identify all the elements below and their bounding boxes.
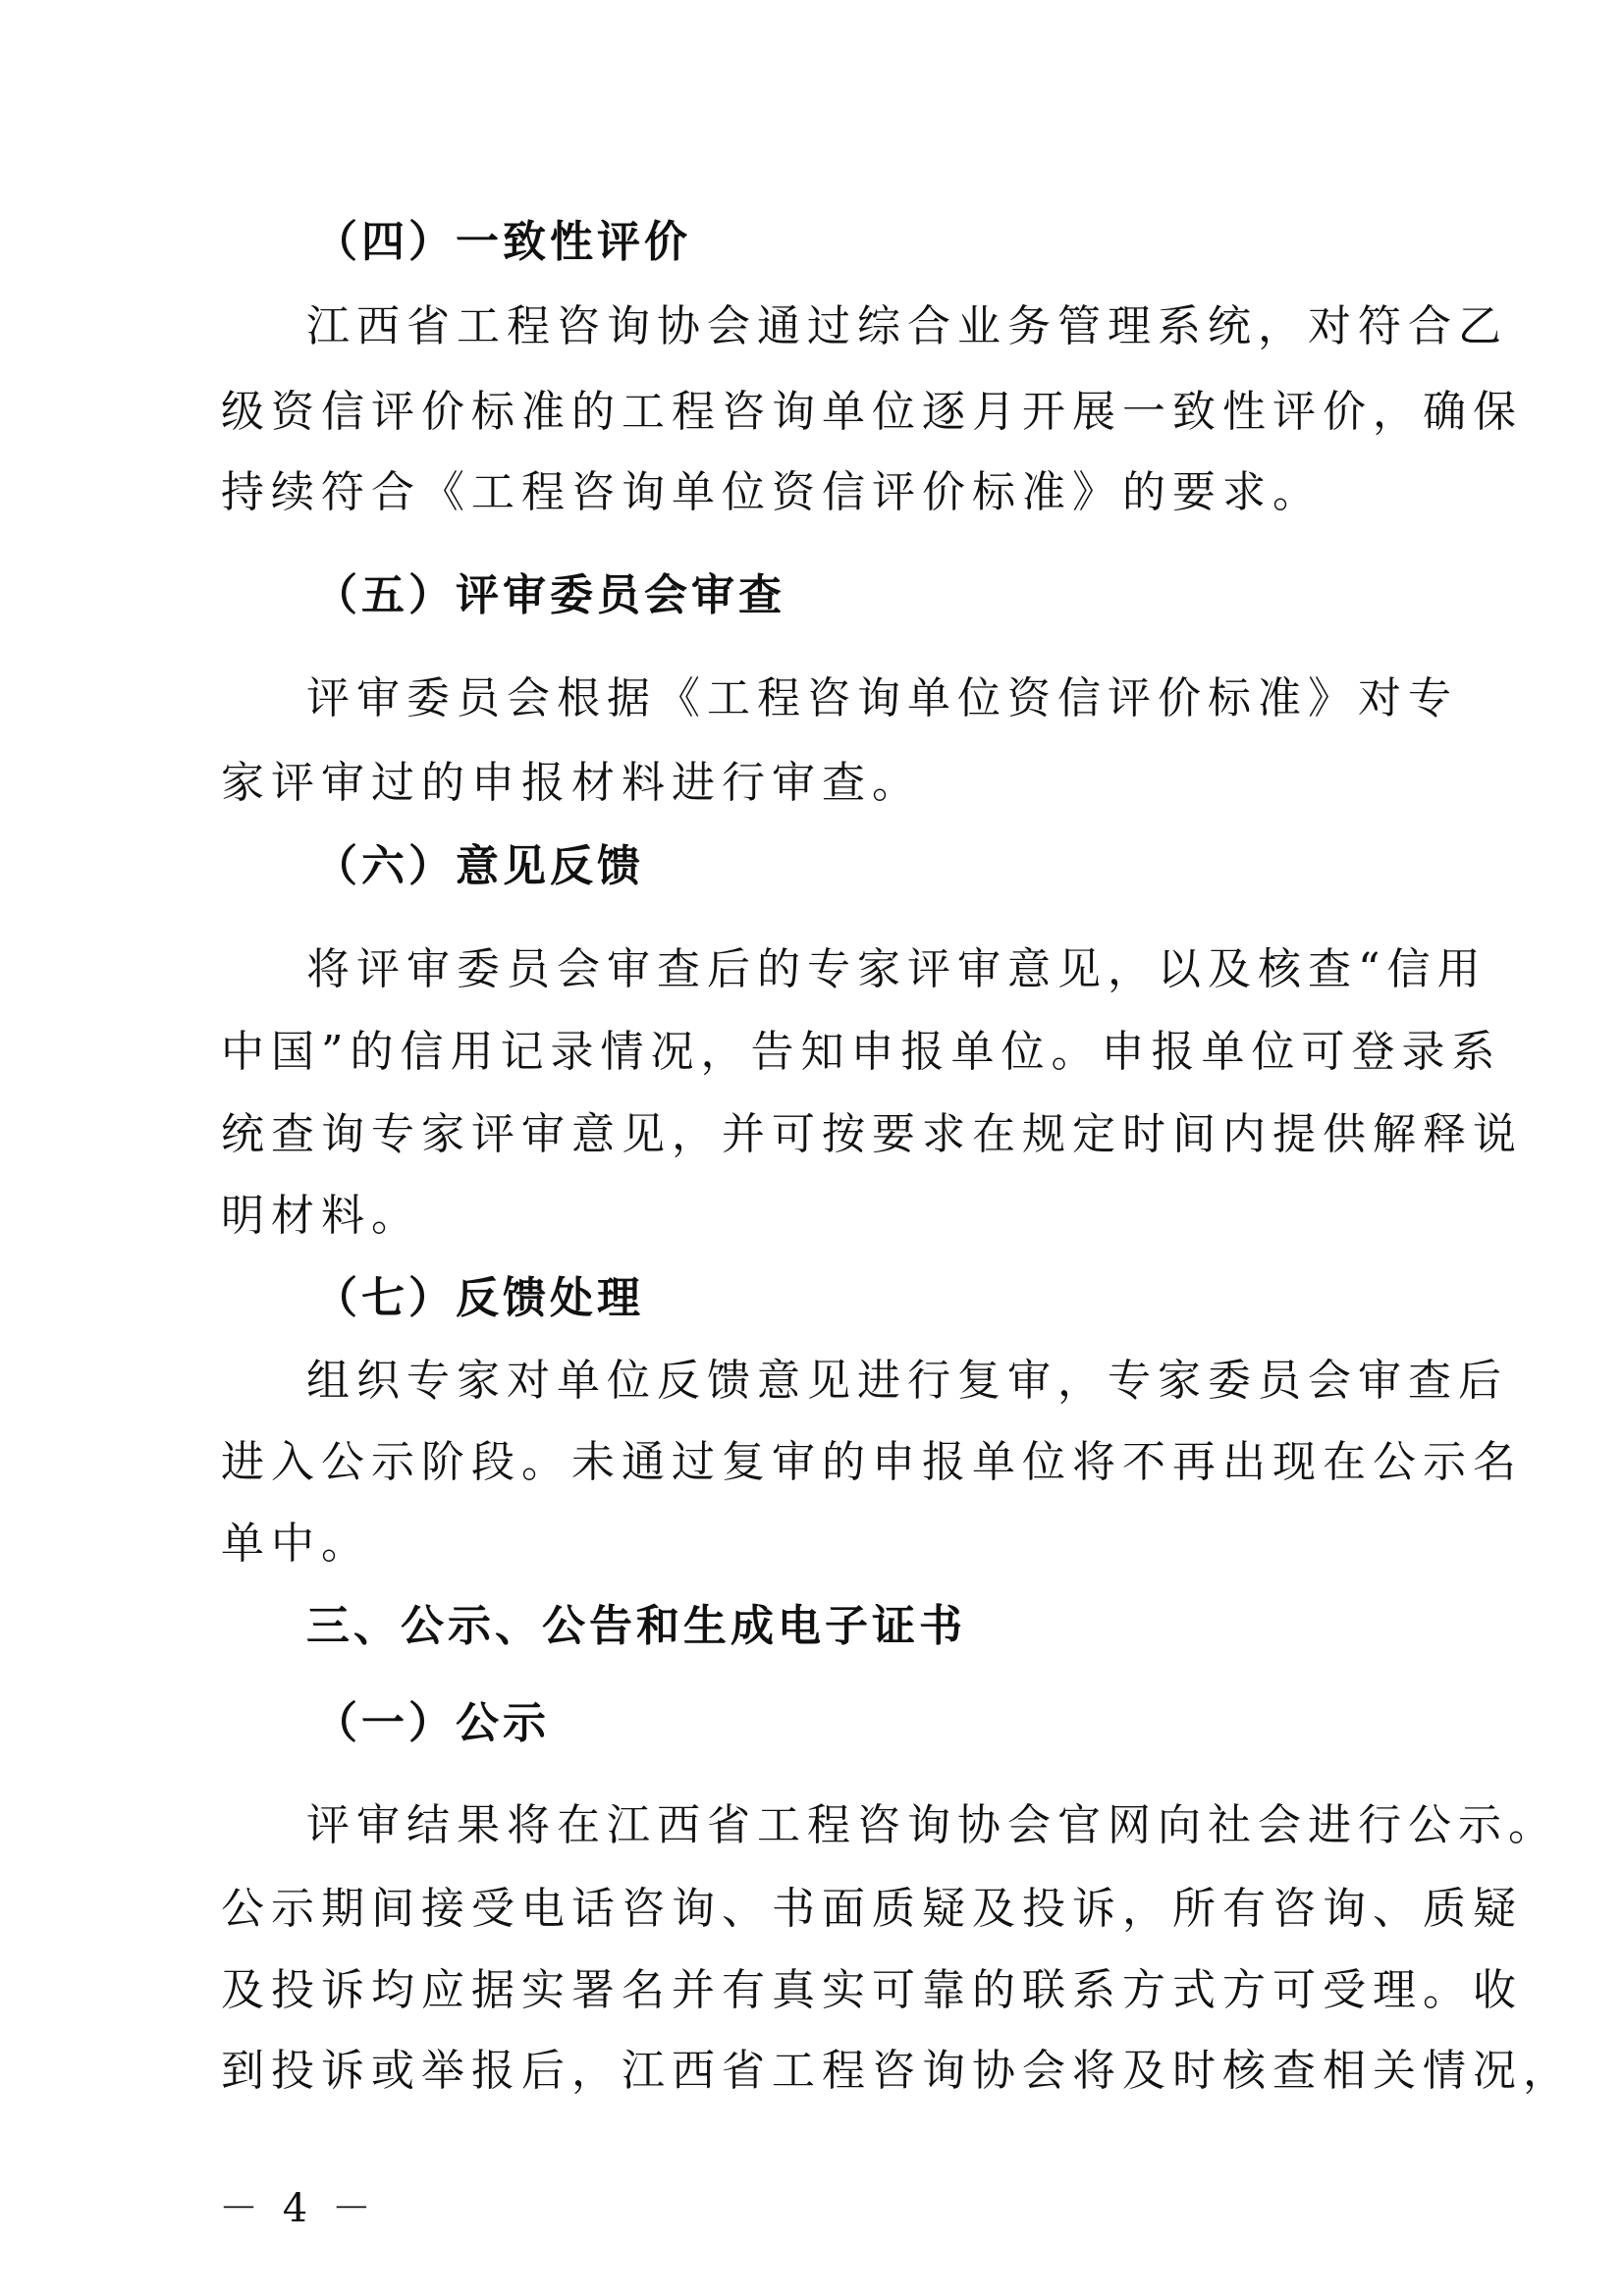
heading-publicity: （一）公示 (314, 1698, 550, 1748)
heading-review-committee: （五）评审委员会审查 (314, 570, 785, 620)
section-title-publicity: 三、公示、公告和生成电子证书 (306, 1601, 966, 1651)
heading-consistency-evaluation: （四）一致性评价 (314, 217, 691, 267)
paragraph-line: 单中。 (221, 1519, 371, 1569)
paragraph-line: 评审结果将在江西省工程咨询协会官网向社会进行公示。 (306, 1800, 1558, 1850)
heading-feedback-processing: （七）反馈处理 (314, 1273, 644, 1323)
paragraph-line: 组织专家对单位反馈意见进行复审，专家委员会审查后 (306, 1356, 1508, 1406)
paragraph-line: 统查询专家评审意见，并可按要求在规定时间内提供解释说 (221, 1109, 1523, 1159)
heading-feedback: （六）意见反馈 (314, 841, 644, 891)
paragraph-line: 进入公示阶段。未通过复审的申报单位将不再出现在公示名 (221, 1437, 1523, 1487)
paragraph-line: 级资信评价标准的工程咨询单位逐月开展一致性评价，确保 (221, 387, 1523, 437)
paragraph-line: 持续符合《工程咨询单位资信评价标准》的要求。 (221, 467, 1323, 517)
paragraph-line: 中国”的信用记录情况，告知申报单位。申报单位可登录系 (221, 1027, 1502, 1077)
paragraph-line: 公示期间接受电话咨询、书面质疑及投诉，所有咨询、质疑 (221, 1884, 1523, 1934)
paragraph-line: 评审委员会根据《工程咨询单位资信评价标准》对专 (306, 673, 1458, 723)
paragraph-line: 将评审委员会审查后的专家评审意见，以及核查“信用 (306, 944, 1488, 994)
paragraph-line: 家评审过的申报材料进行审查。 (221, 758, 922, 808)
paragraph-line: 及投诉均应据实署名并有真实可靠的联系方式方可受理。收 (221, 1965, 1523, 2015)
page-number: － 4 － (219, 2186, 377, 2231)
paragraph-line: 到投诉或举报后，江西省工程咨询协会将及时核查相关情况， (221, 2046, 1573, 2096)
paragraph-line: 明材料。 (221, 1191, 421, 1241)
paragraph-line: 江西省工程咨询协会通过综合业务管理系统，对符合乙 (306, 301, 1508, 351)
